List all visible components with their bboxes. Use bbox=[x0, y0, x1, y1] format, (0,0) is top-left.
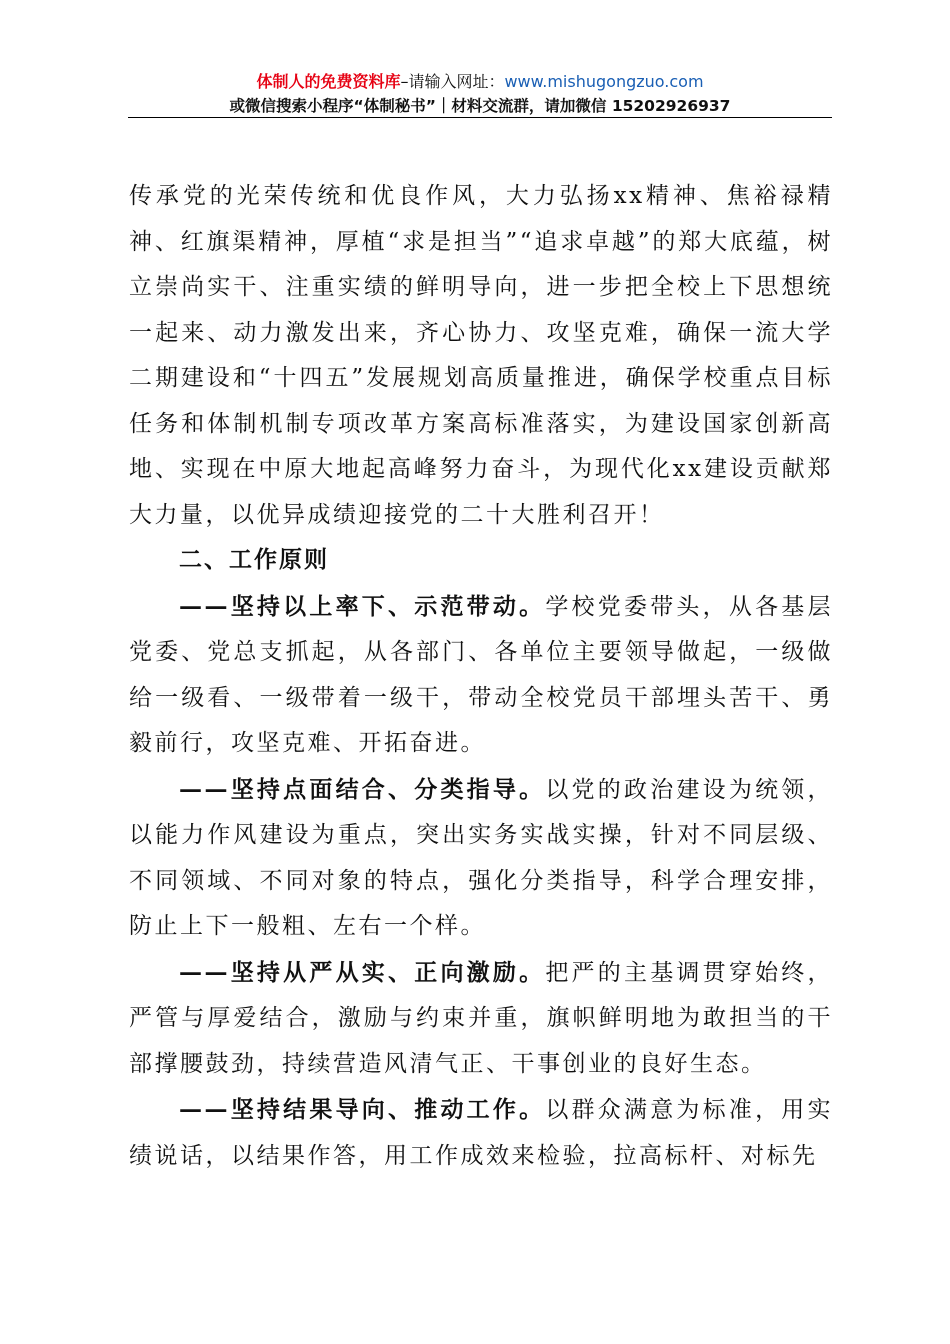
principle-text: 把严的主基调贯穿始终，严管与厚爱结合，激励与约束并重，旗帜鲜明地为敢担当的干部撑腰鼓劲，持续营造风清气正、干事创业的良好生态。 bbox=[129, 959, 834, 1077]
principle-paragraph bbox=[129, 950, 833, 1088]
header-url-link[interactable]: www.mishugongzuo.com bbox=[504, 72, 704, 91]
header-line-1 bbox=[128, 70, 832, 94]
page-header bbox=[128, 70, 832, 118]
principle-paragraph bbox=[129, 767, 833, 950]
principle-lead: ——坚持点面结合、分类指导。 bbox=[179, 775, 546, 803]
section-heading: 二、工作原则 bbox=[179, 547, 329, 573]
header-divider bbox=[128, 117, 832, 118]
header-prompt: –请输入网址： bbox=[400, 72, 505, 91]
header-site-name: 体制人的免费资料库 bbox=[256, 72, 401, 91]
paragraph-intro: 传承党的光荣传统和优良作风，大力弘扬xx精神、焦裕禄精神、红旗渠精神，厚植“求是担当”“追求卓越”的郑大底蕴，树立崇尚实干、注重实绩的鲜明导向，进一步把全校上下思想统一起来、动力激发出来，齐心协力、攻坚克难，确保一流大学二期建设和“十四五”发展规划高质量推进，确保学校重点目标任务和体制机制专项改革方案高标准落实，为建设国家创新高地、实现在中原大地起高峰努力奋斗，为现代化xx建设贡献郑大力量，以优异成绩迎接党的二十大胜利召开！ bbox=[129, 183, 833, 528]
principle-text: 学校党委带头，从各基层党委、党总支抓起，从各部门、各单位主要领导做起，一级做给一级看、一级带着一级干，带动全校党员干部埋头苦干、勇毅前行，攻坚克难、开拓奋进。 bbox=[129, 593, 834, 756]
principle-text: 以群众满意为标准，用实绩说话，以结果作答，用工作成效来检验，拉高标杆、对标先 bbox=[129, 1097, 834, 1169]
principle-paragraph bbox=[129, 1087, 833, 1179]
header-line-2: 或微信搜索小程序“体制秘书”｜材料交流群，请加微信 15202926937 bbox=[229, 97, 731, 115]
principle-lead: ——坚持结果导向、推动工作。 bbox=[179, 1096, 546, 1123]
principle-paragraph bbox=[129, 584, 833, 767]
principle-text: 以党的政治建设为统领，以能力作风建设为重点，突出实务实战实操，针对不同层级、不同领域、不同对象的特点，强化分类指导，科学合理安排，防止上下一般粗、左右一个样。 bbox=[129, 776, 834, 939]
principle-lead: ——坚持以上率下、示范带动。 bbox=[179, 592, 546, 620]
document-body bbox=[129, 174, 833, 1179]
principle-lead: ——坚持从严从实、正向激励。 bbox=[179, 958, 546, 986]
